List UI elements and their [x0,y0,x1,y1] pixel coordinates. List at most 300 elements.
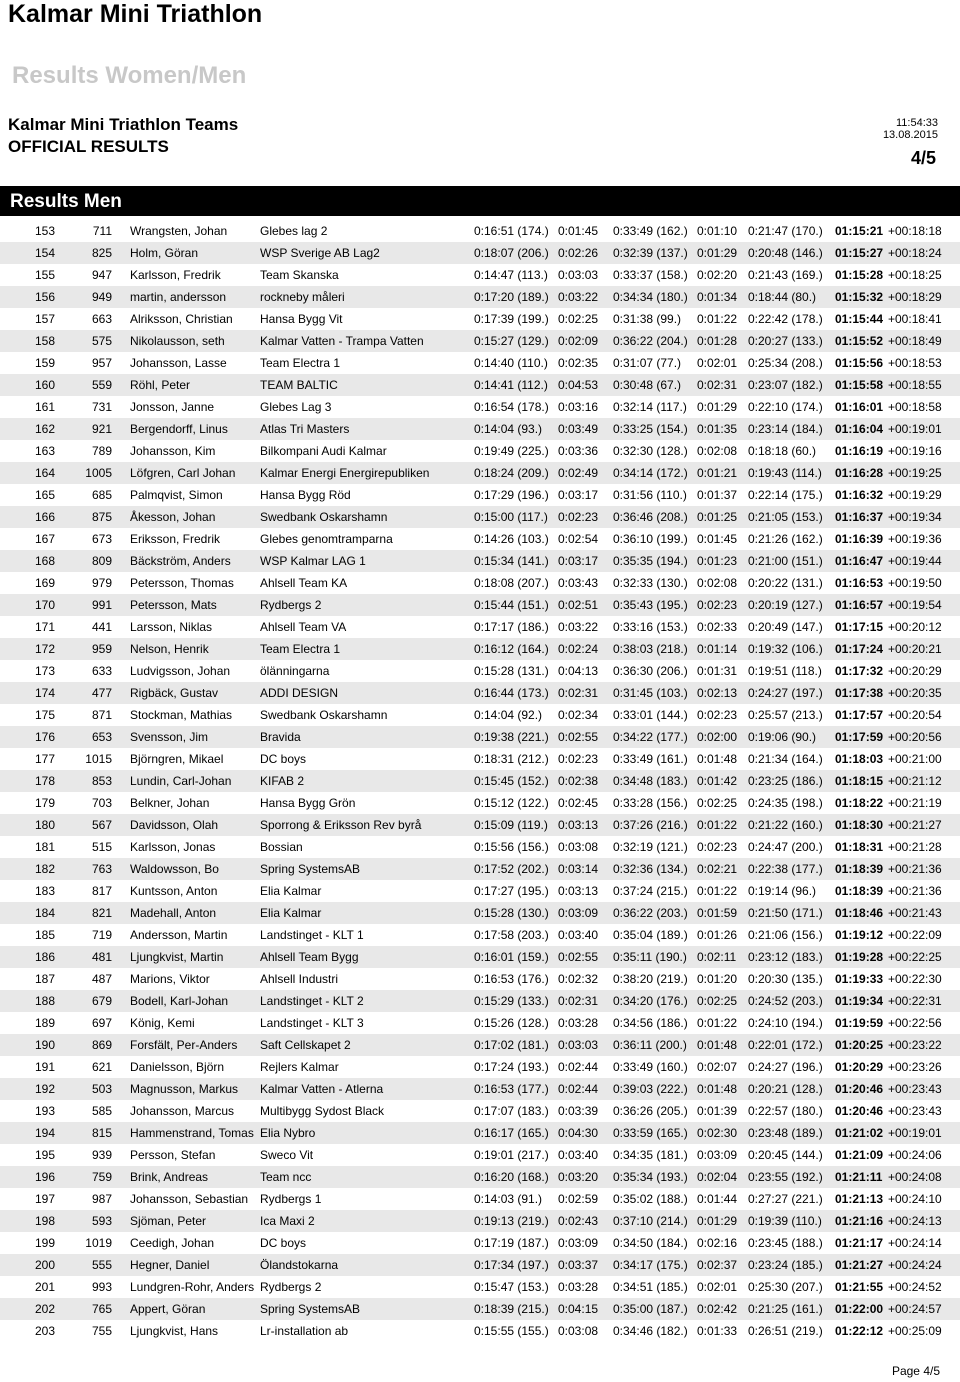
cell-run: 0:19:39 (110.) [748,1214,822,1228]
cell-t2: 0:02:31 [697,378,738,392]
table-row [0,770,960,792]
official-results-label: OFFICIAL RESULTS [8,137,169,156]
cell-name: Karlsson, Fredrik [130,268,221,282]
cell-name: Ludvigsson, Johan [130,664,231,678]
cell-run: 0:23:07 (182.) [748,378,823,392]
cell-gap: +00:22:09 [888,928,942,942]
cell-name: Nikolausson, seth [130,334,225,348]
cell-name: Bodell, Karl-Johan [130,994,229,1008]
cell-run: 0:21:26 (162.) [748,532,823,546]
cell-place: 197 [35,1192,56,1206]
cell-swim: 0:15:12 (122.) [474,796,549,810]
cell-team: KIFAB 2 [260,774,305,788]
cell-t1: 0:02:34 [558,708,599,722]
cell-swim: 0:18:31 (212.) [474,752,549,766]
cell-run: 0:24:10 (194.) [748,1016,823,1030]
cell-gap: +00:23:43 [888,1104,942,1118]
cell-name: Ljungkvist, Hans [130,1324,219,1338]
cell-bike: 0:33:28 (156.) [613,796,688,810]
cell-place: 153 [35,224,56,238]
cell-total: 01:20:29 [835,1060,884,1074]
cell-team: Ahlsell Team KA [260,576,348,590]
cell-gap: +00:18:58 [888,400,942,414]
cell-name: Belkner, Johan [130,796,210,810]
cell-gap: +00:21:36 [888,862,942,876]
cell-place: 159 [35,356,56,370]
table-row [0,374,960,396]
cell-place: 166 [35,510,56,524]
cell-place: 179 [35,796,56,810]
cell-total: 01:16:39 [835,532,884,546]
cell-total: 01:15:28 [835,268,884,282]
cell-bib: 765 [91,1302,112,1316]
table-row [0,506,960,528]
cell-team: Glebes genomtramparna [260,532,393,546]
table-row [0,550,960,572]
cell-run: 0:18:18 (60.) [748,444,817,458]
cell-gap: +00:22:30 [888,972,942,986]
table-row [0,1034,960,1056]
cell-team: DC boys [260,1236,307,1250]
cell-name: Forsfält, Per-Anders [130,1038,238,1052]
table-row [0,1056,960,1078]
cell-total: 01:18:46 [835,906,884,920]
cell-team: Kalmar Vatten - Trampa Vatten [260,334,424,348]
cell-team: DC boys [260,752,307,766]
cell-total: 01:17:38 [835,686,884,700]
cell-run: 0:21:47 (170.) [748,224,823,238]
cell-swim: 0:17:52 (202.) [474,862,549,876]
cell-bib: 503 [91,1082,112,1096]
cell-t1: 0:03:17 [558,554,599,568]
cell-place: 192 [35,1082,56,1096]
cell-team: Rydbergs 2 [260,598,322,612]
cell-bib: 663 [91,312,112,326]
cell-bib: 853 [91,774,112,788]
cell-name: Larsson, Niklas [130,620,213,634]
cell-bike: 0:32:19 (121.) [613,840,688,854]
cell-swim: 0:15:28 (130.) [474,906,549,920]
cell-bike: 0:34:14 (172.) [613,466,688,480]
cell-t2: 0:02:08 [697,444,738,458]
cell-place: 155 [35,268,56,282]
cell-place: 193 [35,1104,56,1118]
cell-team: Rydbergs 2 [260,1280,322,1294]
cell-t1: 0:03:49 [558,422,599,436]
cell-swim: 0:18:24 (209.) [474,466,549,480]
cell-swim: 0:15:44 (151.) [474,598,549,612]
cell-run: 0:20:45 (144.) [748,1148,823,1162]
cell-team: Ahlsell Team Bygg [260,950,359,964]
cell-bib: 817 [91,884,112,898]
cell-run: 0:19:43 (114.) [748,466,822,480]
cell-swim: 0:17:19 (187.) [474,1236,549,1250]
cell-swim: 0:17:27 (195.) [474,884,549,898]
cell-t2: 0:02:20 [697,268,738,282]
cell-bib: 755 [91,1324,112,1338]
cell-run: 0:21:06 (156.) [748,928,823,942]
cell-run: 0:27:27 (221.) [748,1192,823,1206]
cell-t1: 0:02:32 [558,972,599,986]
cell-total: 01:16:37 [835,510,884,524]
cell-swim: 0:14:47 (113.) [474,268,548,282]
table-row [0,946,960,968]
cell-swim: 0:18:07 (206.) [474,246,549,260]
cell-bib: 585 [91,1104,112,1118]
table-row [0,1078,960,1100]
cell-team: Ahlsell Team VA [260,620,347,634]
table-row [0,528,960,550]
table-row [0,484,960,506]
cell-team: Hansa Bygg Vit [260,312,343,326]
cell-place: 203 [35,1324,56,1338]
cell-swim: 0:16:12 (164.) [474,642,549,656]
cell-run: 0:21:25 (161.) [748,1302,823,1316]
cell-run: 0:23:55 (192.) [748,1170,823,1184]
cell-t2: 0:02:23 [697,598,738,612]
cell-place: 156 [35,290,56,304]
cell-run: 0:21:34 (164.) [748,752,823,766]
cell-place: 177 [35,752,56,766]
cell-name: Waldowsson, Bo [130,862,219,876]
cell-place: 167 [35,532,56,546]
cell-run: 0:25:57 (213.) [748,708,823,722]
cell-place: 202 [35,1302,56,1316]
cell-t1: 0:03:13 [558,818,599,832]
cell-bib: 515 [91,840,112,854]
cell-run: 0:22:42 (178.) [748,312,823,326]
cell-name: Svensson, Jim [130,730,209,744]
cell-bike: 0:33:49 (162.) [613,224,688,238]
cell-name: König, Kemi [130,1016,195,1030]
cell-swim: 0:17:39 (199.) [474,312,549,326]
cell-swim: 0:19:01 (217.) [474,1148,549,1162]
table-row [0,396,960,418]
cell-gap: +00:24:57 [888,1302,942,1316]
cell-t2: 0:01:39 [697,1104,738,1118]
cell-run: 0:24:27 (196.) [748,1060,823,1074]
cell-total: 01:21:09 [835,1148,884,1162]
cell-team: Landstinget - KLT 1 [260,928,364,942]
cell-name: Bergendorff, Linus [130,422,228,436]
cell-place: 157 [35,312,56,326]
cell-team: rockneby måleri [260,290,345,304]
cell-total: 01:18:31 [835,840,884,854]
cell-name: Lundgren-Rohr, Anders [130,1280,255,1294]
cell-total: 01:16:28 [835,466,884,480]
cell-swim: 0:16:17 (165.) [474,1126,549,1140]
cell-bib: 875 [91,510,112,524]
cell-team: Atlas Tri Masters [260,422,350,436]
cell-total: 01:20:25 [835,1038,884,1052]
cell-team: Hansa Bygg Röd [260,488,351,502]
cell-gap: +00:20:12 [888,620,942,634]
table-row [0,572,960,594]
cell-team: Kalmar Vatten - Atlerna [260,1082,384,1096]
cell-bike: 0:34:50 (184.) [613,1236,688,1250]
cell-bib: 1005 [85,466,112,480]
cell-bike: 0:31:56 (110.) [613,488,687,502]
cell-bike: 0:31:07 (77.) [613,356,682,370]
cell-name: Kuntsson, Anton [130,884,218,898]
cell-bib: 555 [91,1258,112,1272]
cell-t1: 0:02:23 [558,752,599,766]
cell-team: WSP Sverige AB Lag2 [260,246,380,260]
cell-team: Bravida [260,730,301,744]
cell-name: Hammenstrand, Tomas [130,1126,254,1140]
cell-run: 0:23:45 (188.) [748,1236,823,1250]
cell-place: 178 [35,774,56,788]
print-time: 11:54:33 [895,117,938,129]
cell-run: 0:19:32 (106.) [748,642,823,656]
cell-place: 175 [35,708,56,722]
cell-t1: 0:03:28 [558,1016,599,1030]
cell-t1: 0:03:39 [558,1104,599,1118]
cell-run: 0:19:14 (96.) [748,884,817,898]
cell-gap: +00:18:25 [888,268,942,282]
cell-swim: 0:15:29 (133.) [474,994,549,1008]
cell-t2: 0:02:30 [697,1126,738,1140]
cell-gap: +00:23:22 [888,1038,942,1052]
cell-bike: 0:37:10 (214.) [613,1214,688,1228]
cell-team: Sporrong & Eriksson Rev byrå [260,818,422,832]
cell-place: 194 [35,1126,56,1140]
table-row [0,880,960,902]
cell-team: ölänningarna [260,664,330,678]
cell-total: 01:18:15 [835,774,884,788]
table-row [0,220,960,242]
cell-bike: 0:31:45 (103.) [613,686,688,700]
cell-swim: 0:17:07 (183.) [474,1104,549,1118]
table-row [0,704,960,726]
cell-t2: 0:01:44 [697,1192,738,1206]
cell-team: Elia Nybro [260,1126,316,1140]
section-header: Results Men [0,186,960,216]
cell-gap: +00:24:13 [888,1214,942,1228]
table-row [0,726,960,748]
cell-place: 176 [35,730,56,744]
cell-bike: 0:36:22 (204.) [613,334,688,348]
cell-team: Ahlsell Industri [260,972,339,986]
table-row [0,902,960,924]
cell-bib: 567 [91,818,112,832]
cell-t2: 0:01:59 [697,906,738,920]
cell-bike: 0:33:59 (165.) [613,1126,688,1140]
cell-run: 0:20:19 (127.) [748,598,823,612]
cell-run: 0:20:22 (131.) [748,576,823,590]
table-row [0,330,960,352]
table-row [0,792,960,814]
table-row [0,1276,960,1298]
cell-total: 01:17:59 [835,730,884,744]
cell-gap: +00:19:54 [888,598,942,612]
table-row [0,682,960,704]
cell-bib: 477 [91,686,112,700]
cell-t2: 0:02:01 [697,1280,738,1294]
cell-name: Ljungkvist, Martin [130,950,224,964]
cell-swim: 0:14:04 (92.) [474,708,543,722]
cell-team: Swedbank Oskarshamn [260,510,388,524]
cell-bib: 939 [91,1148,112,1162]
cell-bike: 0:33:37 (158.) [613,268,688,282]
cell-bike: 0:35:00 (187.) [613,1302,688,1316]
cell-total: 01:18:30 [835,818,884,832]
cell-gap: +00:23:26 [888,1060,942,1074]
cell-gap: +00:19:16 [888,444,942,458]
cell-place: 171 [35,620,56,634]
cell-name: Hegner, Daniel [130,1258,210,1272]
cell-t1: 0:02:43 [558,1214,599,1228]
cell-gap: +00:22:56 [888,1016,942,1030]
cell-total: 01:21:27 [835,1258,884,1272]
table-row [0,814,960,836]
cell-bike: 0:38:20 (219.) [613,972,688,986]
cell-total: 01:15:32 [835,290,884,304]
cell-swim: 0:15:34 (141.) [474,554,549,568]
cell-gap: +00:19:01 [888,422,942,436]
cell-t2: 0:01:34 [697,290,738,304]
cell-t1: 0:02:59 [558,1192,599,1206]
cell-run: 0:24:35 (198.) [748,796,823,810]
competition-name: Kalmar Mini Triathlon Teams [8,115,239,134]
cell-name: Johansson, Sebastian [130,1192,249,1206]
cell-place: 190 [35,1038,56,1052]
cell-gap: +00:18:49 [888,334,942,348]
cell-place: 161 [35,400,56,414]
cell-t1: 0:02:51 [558,598,599,612]
cell-bike: 0:36:10 (199.) [613,532,688,546]
cell-t2: 0:02:25 [697,994,738,1008]
table-row [0,748,960,770]
cell-team: Swedbank Oskarshamn [260,708,388,722]
cell-t2: 0:01:29 [697,400,738,414]
cell-run: 0:20:49 (147.) [748,620,823,634]
cell-t2: 0:01:42 [697,774,738,788]
cell-t1: 0:04:53 [558,378,599,392]
cell-bike: 0:33:16 (153.) [613,620,688,634]
cell-t2: 0:01:29 [697,246,738,260]
cell-place: 191 [35,1060,56,1074]
cell-run: 0:20:30 (135.) [748,972,823,986]
cell-bib: 979 [91,576,112,590]
cell-bib: 921 [91,422,112,436]
cell-gap: +00:19:34 [888,510,942,524]
cell-gap: +00:22:25 [888,950,942,964]
cell-name: Appert, Göran [130,1302,206,1316]
cell-place: 163 [35,444,56,458]
cell-t2: 0:01:22 [697,312,738,326]
cell-place: 168 [35,554,56,568]
table-row [0,1144,960,1166]
cell-gap: +00:19:50 [888,576,942,590]
cell-t1: 0:02:54 [558,532,599,546]
cell-total: 01:20:46 [835,1104,884,1118]
cell-t1: 0:02:49 [558,466,599,480]
cell-bib: 869 [91,1038,112,1052]
cell-t1: 0:03:22 [558,620,599,634]
cell-bib: 949 [91,290,112,304]
cell-place: 195 [35,1148,56,1162]
cell-t1: 0:03:43 [558,576,599,590]
cell-name: Wrangsten, Johan [130,224,228,238]
cell-total: 01:19:59 [835,1016,884,1030]
cell-t1: 0:02:23 [558,510,599,524]
cell-name: Karlsson, Jonas [130,840,216,854]
cell-name: Jonsson, Janne [130,400,215,414]
cell-bike: 0:34:56 (186.) [613,1016,688,1030]
cell-t1: 0:04:13 [558,664,599,678]
cell-run: 0:22:14 (175.) [748,488,823,502]
cell-total: 01:21:02 [835,1126,884,1140]
cell-run: 0:23:14 (184.) [748,422,823,436]
cell-bike: 0:33:25 (154.) [613,422,688,436]
cell-t1: 0:03:08 [558,840,599,854]
table-row [0,616,960,638]
cell-total: 01:21:13 [835,1192,884,1206]
cell-swim: 0:14:40 (110.) [474,356,548,370]
cell-run: 0:23:25 (186.) [748,774,823,788]
cell-total: 01:19:33 [835,972,884,986]
cell-run: 0:20:48 (146.) [748,246,823,260]
cell-team: Multibygg Sydost Black [260,1104,385,1118]
cell-place: 170 [35,598,56,612]
cell-swim: 0:16:01 (159.) [474,950,549,964]
cell-gap: +00:21:43 [888,906,942,920]
cell-gap: +00:20:29 [888,664,942,678]
cell-t2: 0:01:48 [697,1082,738,1096]
cell-swim: 0:18:39 (215.) [474,1302,549,1316]
cell-t1: 0:01:45 [558,224,599,238]
cell-gap: +00:21:19 [888,796,942,810]
table-row [0,638,960,660]
cell-run: 0:22:10 (174.) [748,400,823,414]
cell-t2: 0:02:07 [697,1060,738,1074]
cell-bike: 0:36:30 (206.) [613,664,688,678]
cell-t1: 0:03:40 [558,1148,599,1162]
cell-bib: 487 [91,972,112,986]
cell-run: 0:24:52 (203.) [748,994,823,1008]
cell-t1: 0:02:09 [558,334,599,348]
cell-bib: 559 [91,378,112,392]
cell-t1: 0:02:24 [558,642,599,656]
cell-place: 184 [35,906,56,920]
cell-bib: 685 [91,488,112,502]
cell-total: 01:16:01 [835,400,884,414]
cell-t2: 0:01:25 [697,510,738,524]
cell-bib: 871 [91,708,112,722]
cell-bike: 0:34:46 (182.) [613,1324,688,1338]
cell-t1: 0:03:17 [558,488,599,502]
cell-run: 0:20:27 (133.) [748,334,823,348]
cell-place: 165 [35,488,56,502]
table-row [0,286,960,308]
cell-total: 01:16:04 [835,422,884,436]
cell-run: 0:23:48 (189.) [748,1126,823,1140]
cell-place: 200 [35,1258,56,1272]
cell-run: 0:19:51 (118.) [748,664,822,678]
cell-t1: 0:02:25 [558,312,599,326]
cell-run: 0:24:27 (197.) [748,686,823,700]
cell-name: Petersson, Mats [130,598,217,612]
cell-name: martin, andersson [130,290,227,304]
cell-run: 0:22:57 (180.) [748,1104,823,1118]
table-row [0,1012,960,1034]
cell-bike: 0:35:04 (189.) [613,928,688,942]
cell-bib: 763 [91,862,112,876]
cell-name: Marions, Viktor [130,972,210,986]
cell-total: 01:16:47 [835,554,884,568]
cell-bike: 0:33:49 (161.) [613,752,688,766]
